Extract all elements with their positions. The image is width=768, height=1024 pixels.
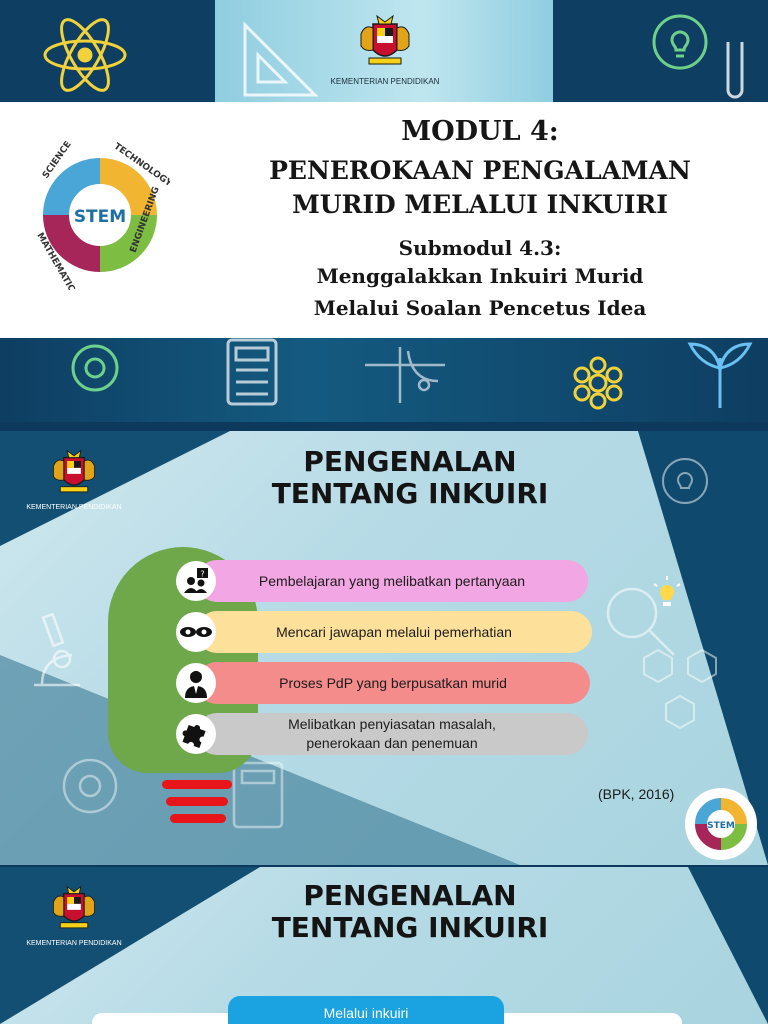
calculator-icon: [222, 338, 282, 408]
bulb-base-bar: [170, 814, 226, 823]
test-tube-icon: [720, 40, 750, 102]
set-square-icon: [240, 20, 320, 100]
student-icon: [176, 663, 216, 703]
bulb-base-bar: [162, 780, 232, 789]
ministry-logo: [325, 14, 445, 86]
list-item: [196, 662, 590, 704]
technology-label: TECHNOLOGY: [111, 141, 170, 190]
lightbulb-outline-icon: [660, 456, 710, 506]
svg-text:?: ?: [200, 569, 205, 579]
science-label: SCIENCE: [40, 140, 74, 181]
slide-title-line2: TENTANG INKUIRI: [271, 911, 549, 944]
slide-intro-inquiry-2[interactable]: [0, 867, 768, 1024]
atom-icon: [40, 10, 130, 100]
slide-title-line2: TENTANG INKUIRI: [271, 477, 549, 510]
section-heading-box: Melalui inkuiri: [228, 996, 504, 1024]
molecule-icon: [570, 355, 626, 411]
module-title-line1: PENEROKAAN PENGALAMAN: [269, 156, 691, 185]
stem-small-text: STEM: [707, 821, 735, 831]
calculator-outline-icon: [228, 761, 288, 831]
microscope-icon: [22, 611, 92, 691]
ministry-label: KEMENTERIAN PENDIDIKAN: [26, 940, 122, 947]
engineering-label: ENGINEERING: [128, 185, 162, 255]
coat-of-arms-icon: [46, 885, 102, 933]
question-person-icon: [176, 561, 216, 601]
slide-intro-inquiry[interactable]: [0, 431, 768, 865]
list-item-text: Proses PdP yang berpusatkan murid: [279, 674, 507, 691]
list-item-text: Pembelajaran yang melibatkan pertanyaan: [258, 572, 526, 589]
ministry-logo: [24, 449, 124, 511]
list-item: [196, 713, 588, 755]
submodule-number: Submodul 4.3:: [398, 236, 562, 260]
stem-logo-small: [684, 787, 758, 865]
citation: (BPK, 2016): [598, 786, 675, 802]
coat-of-arms-icon: [355, 14, 415, 70]
lightbulb-yellow-icon: [652, 576, 682, 610]
submodule-title-line2: Melalui Soalan Pencetus Idea: [313, 296, 647, 320]
bulb-base-bar: [166, 797, 228, 806]
submodule-title-line1: Menggalakkan Inkuiri Murid: [316, 264, 644, 288]
corner-shape-right: [688, 867, 768, 1024]
ministry-label: KEMENTERIAN PENDIDIKAN: [26, 504, 122, 511]
list-item: [196, 560, 588, 602]
coat-of-arms-icon: [46, 449, 102, 497]
mathematics-label: MATHEMATICS: [34, 231, 80, 290]
module-number: MODUL 4:: [401, 116, 559, 147]
hexagon-structure-icon: [640, 646, 730, 736]
ministry-label: KEMENTERIAN PENDIDIKAN: [330, 77, 440, 86]
module-title-line2: MURID MELALUI INKUIRI: [292, 190, 668, 219]
eyes-icon: [176, 612, 216, 652]
puzzle-icon: [176, 714, 216, 754]
list-item: [196, 611, 592, 653]
list-item-text: Mencari jawapan melalui pemerhatian: [276, 623, 512, 640]
lightbulb-icon: [650, 12, 710, 72]
slide-module-cover[interactable]: [0, 0, 768, 422]
slide-title-line1: PENGENALAN: [303, 879, 517, 912]
slide-title-line1: PENGENALAN: [303, 445, 517, 478]
ministry-logo: [24, 885, 124, 947]
stem-center-text: STEM: [73, 207, 127, 227]
list-item-text-line1: Melibatkan penyiasatan masalah,: [288, 716, 496, 732]
graph-icon: [360, 345, 450, 405]
list-item-text-line2: penerokaan dan penemuan: [306, 735, 478, 751]
plant-icon: [680, 338, 760, 418]
stem-logo: [30, 140, 170, 295]
gear-icon: [55, 338, 135, 408]
